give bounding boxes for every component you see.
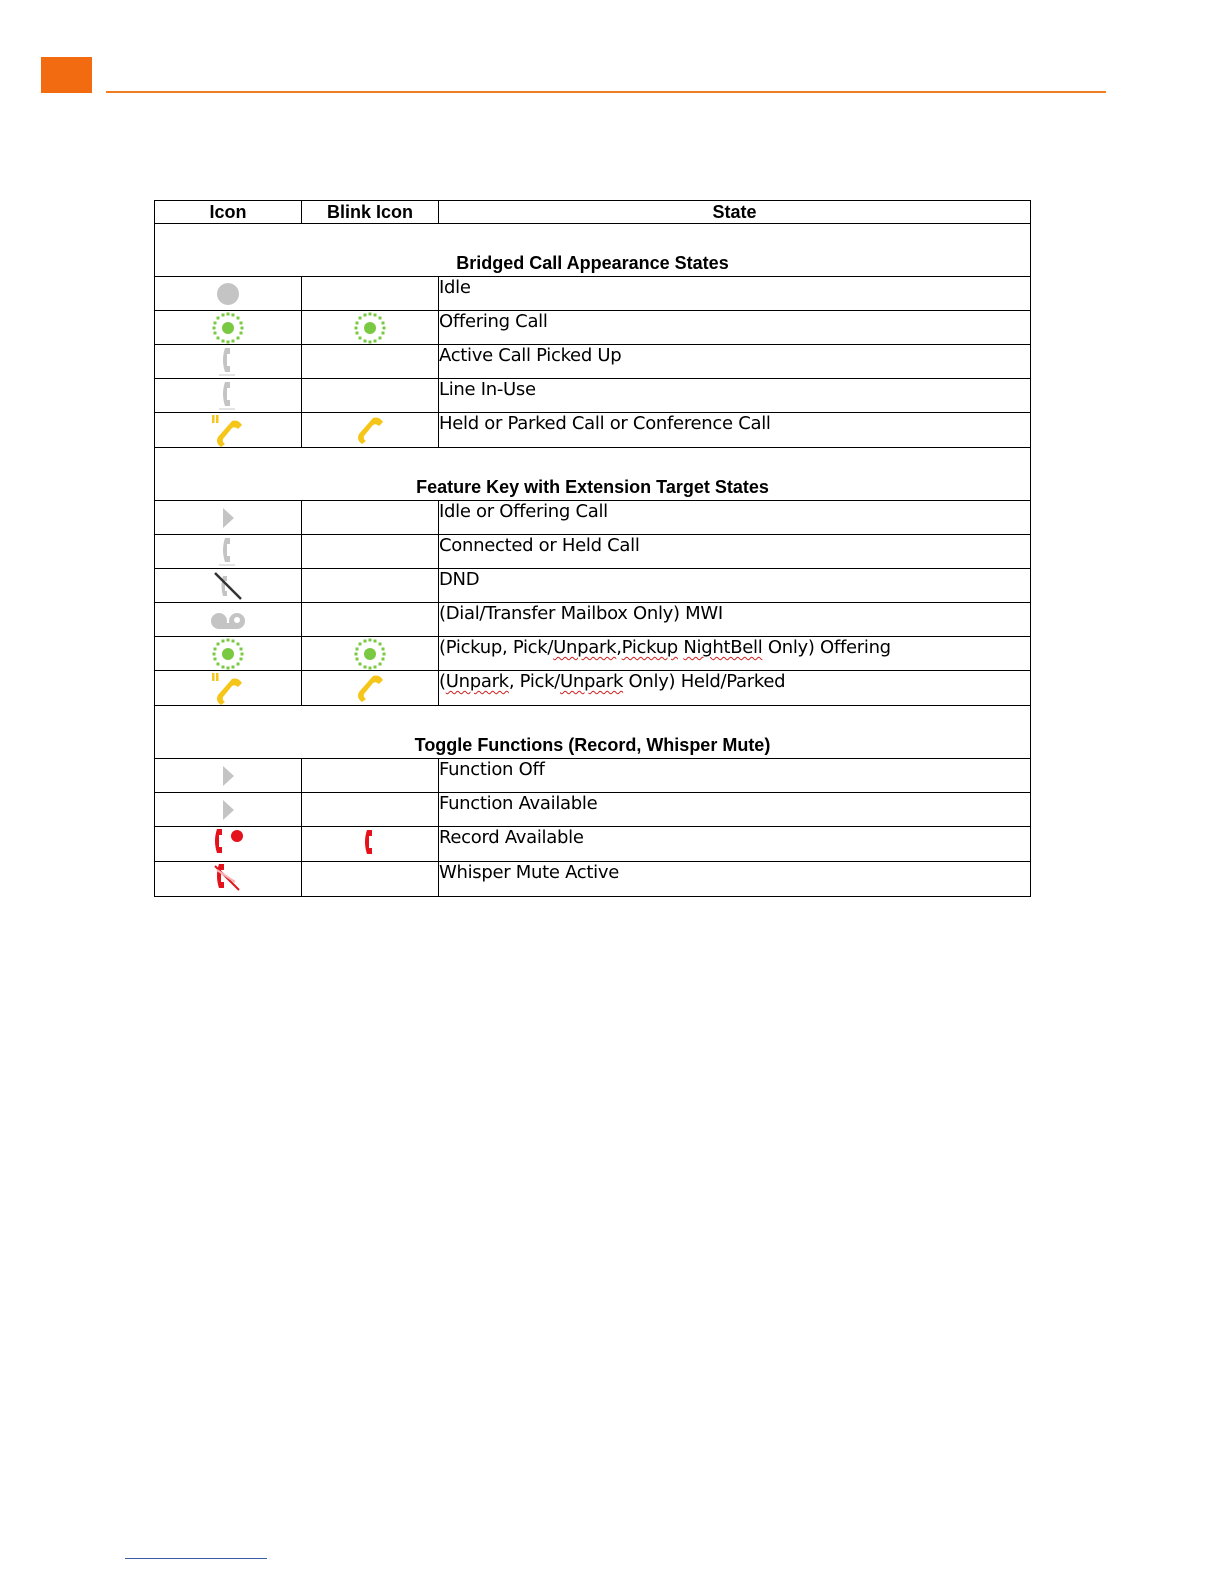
blink-icon-cell <box>302 793 439 827</box>
state-label: Held or Parked Call or Conference Call <box>439 413 1031 448</box>
state-label: Connected or Held Call <box>439 535 1031 569</box>
table-row <box>155 793 1031 827</box>
table-header-row <box>155 201 1031 224</box>
blink-icon-cell <box>302 501 439 535</box>
state-text-part: Only) Offering <box>762 637 891 658</box>
state-label: (Dial/Transfer Mailbox Only) MWI <box>439 603 1031 637</box>
blink-icon-cell <box>302 345 439 379</box>
table-row <box>155 862 1031 897</box>
state-label: Function Available <box>439 793 1031 827</box>
green-offering-icon <box>155 637 302 671</box>
yellow-held-handset-icon <box>155 671 302 706</box>
table-row <box>155 379 1031 413</box>
blink-icon-cell <box>302 862 439 897</box>
state-text-part: , <box>616 637 622 658</box>
footnote-rule <box>125 1558 267 1559</box>
red-handset-icon <box>302 827 439 862</box>
table-row <box>155 501 1031 535</box>
table-row <box>155 759 1031 793</box>
yellow-handset-icon <box>302 413 439 448</box>
section-row <box>155 448 1031 501</box>
state-label: Active Call Picked Up <box>439 345 1031 379</box>
voicemail-icon <box>155 603 302 637</box>
blink-icon-cell <box>302 277 439 311</box>
blink-icon-cell <box>302 603 439 637</box>
table-row <box>155 569 1031 603</box>
state-text-part: NightBell <box>683 637 763 658</box>
gray-handset-icon <box>155 379 302 413</box>
section-title: Feature Key with Extension Target States <box>155 448 1031 501</box>
section-title: Bridged Call Appearance States <box>155 224 1031 277</box>
column-header-blink-icon: Blink Icon <box>302 201 439 224</box>
state-label: DND <box>439 569 1031 603</box>
column-header-icon: Icon <box>155 201 302 224</box>
state-label <box>439 671 1031 706</box>
blink-icon-cell <box>302 569 439 603</box>
state-label: Idle <box>439 277 1031 311</box>
section-row <box>155 706 1031 759</box>
state-text-part: Unpark <box>553 637 617 658</box>
blink-icon-cell <box>302 535 439 569</box>
state-text-part: Unpark <box>445 671 509 692</box>
red-muted-handset-icon <box>155 862 302 897</box>
state-label: Offering Call <box>439 311 1031 345</box>
table-row <box>155 311 1031 345</box>
icon-state-table <box>154 200 1031 897</box>
blink-icon-cell <box>302 379 439 413</box>
state-label: Whisper Mute Active <box>439 862 1031 897</box>
state-text-part: Pickup <box>621 637 678 658</box>
dnd-icon <box>155 569 302 603</box>
state-label: Record Available <box>439 827 1031 862</box>
green-offering-icon <box>302 637 439 671</box>
gray-handset-icon <box>155 535 302 569</box>
state-label <box>439 637 1031 671</box>
state-text-part: Unpark <box>560 671 624 692</box>
table-row <box>155 603 1031 637</box>
header-rule <box>106 91 1106 93</box>
gray-triangle-icon <box>155 501 302 535</box>
table-row <box>155 277 1031 311</box>
state-text-part: , Pick/ <box>508 671 561 692</box>
state-text-part: ( <box>439 671 446 692</box>
gray-circle-icon <box>155 277 302 311</box>
table-row <box>155 345 1031 379</box>
state-label: Function Off <box>439 759 1031 793</box>
section-row <box>155 224 1031 277</box>
state-label: Idle or Offering Call <box>439 501 1031 535</box>
section-title: Toggle Functions (Record, Whisper Mute) <box>155 706 1031 759</box>
state-text-part: (Pickup, Pick/ <box>439 637 554 658</box>
table-row <box>155 671 1031 706</box>
state-label: Line In-Use <box>439 379 1031 413</box>
table-row <box>155 413 1031 448</box>
red-record-handset-icon <box>155 827 302 862</box>
header-accent-block <box>41 57 92 93</box>
table-row <box>155 827 1031 862</box>
green-offering-icon <box>155 311 302 345</box>
blink-icon-cell <box>302 759 439 793</box>
gray-handset-icon <box>155 345 302 379</box>
yellow-handset-icon <box>302 671 439 706</box>
gray-triangle-icon <box>155 793 302 827</box>
column-header-state: State <box>439 201 1031 224</box>
state-text-part: Only) Held/Parked <box>623 671 786 692</box>
green-offering-icon <box>302 311 439 345</box>
table-row <box>155 535 1031 569</box>
yellow-held-handset-icon <box>155 413 302 448</box>
gray-triangle-icon <box>155 759 302 793</box>
table-row <box>155 637 1031 671</box>
